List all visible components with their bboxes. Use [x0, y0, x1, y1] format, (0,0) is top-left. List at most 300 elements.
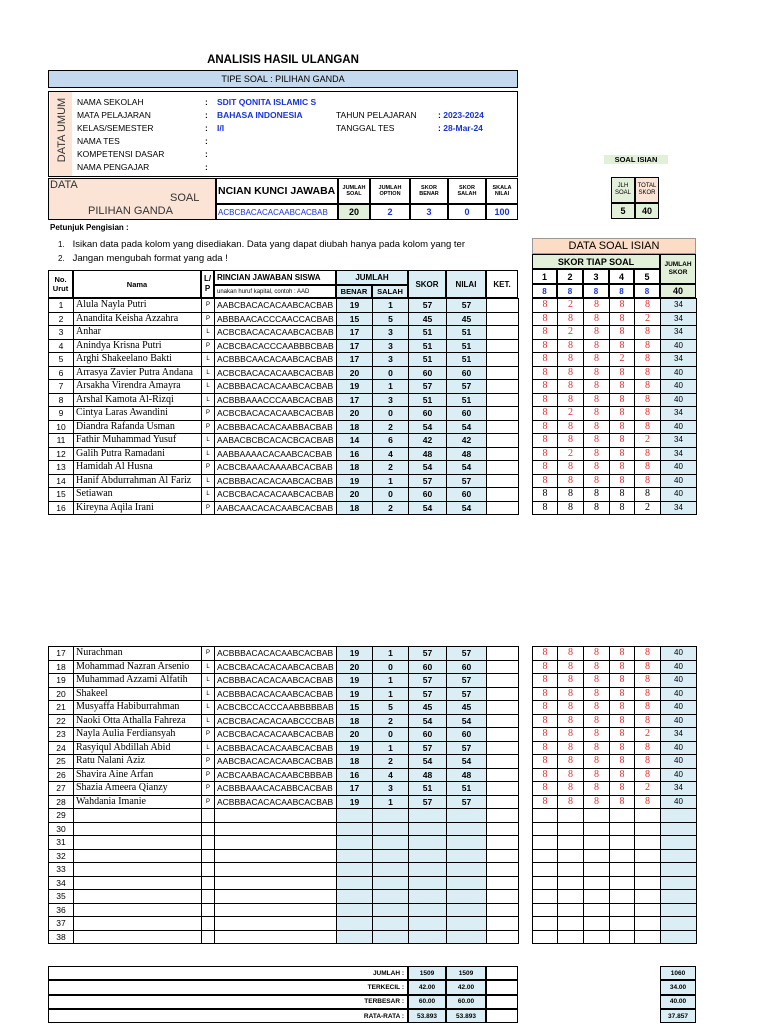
student-answers[interactable]: ACBBBCAACACAABCACBAB: [215, 353, 337, 367]
student-name[interactable]: Ratu Nalani Aziz: [74, 755, 202, 769]
isian-score-3[interactable]: 8: [584, 728, 610, 742]
isian-score-2[interactable]: 8: [558, 461, 584, 475]
isian-score-4[interactable]: 8: [610, 755, 635, 769]
remark[interactable]: [487, 674, 519, 688]
student-gender[interactable]: [202, 849, 215, 863]
isian-score-2[interactable]: 8: [558, 647, 584, 661]
student-gender[interactable]: L: [202, 474, 215, 488]
student-gender[interactable]: L: [202, 714, 215, 728]
isian-score-2[interactable]: 8: [558, 420, 584, 434]
student-gender[interactable]: L: [202, 660, 215, 674]
isian-score-4[interactable]: [610, 809, 635, 823]
student-name[interactable]: Nayla Aulia Ferdiansyah: [74, 728, 202, 742]
isian-score-2[interactable]: 2: [558, 407, 584, 421]
isian-score-2[interactable]: 8: [558, 660, 584, 674]
student-answers[interactable]: [215, 849, 337, 863]
student-gender[interactable]: [202, 863, 215, 877]
student-gender[interactable]: L: [202, 380, 215, 394]
isian-score-4[interactable]: [610, 890, 635, 904]
student-answers[interactable]: [215, 917, 337, 931]
student-name[interactable]: Anhar: [74, 326, 202, 340]
kunci-value-text[interactable]: ACBCBACACACAABCACBAB: [218, 207, 328, 217]
isian-max-5[interactable]: 8: [634, 284, 660, 298]
isian-score-2[interactable]: [558, 822, 584, 836]
isian-score-4[interactable]: 8: [610, 420, 635, 434]
isian-score-1[interactable]: 8: [533, 353, 558, 367]
remark[interactable]: [487, 326, 519, 340]
isian-score-5[interactable]: 2: [635, 434, 661, 448]
isian-score-2[interactable]: [558, 809, 584, 823]
student-answers[interactable]: ACBCBACACACAABCACBAB: [215, 407, 337, 421]
remark[interactable]: [487, 474, 519, 488]
remark[interactable]: [487, 407, 519, 421]
isian-score-3[interactable]: [584, 849, 610, 863]
student-answers[interactable]: [215, 809, 337, 823]
isian-score-4[interactable]: 8: [610, 312, 635, 326]
isian-score-3[interactable]: 8: [584, 312, 610, 326]
isian-score-3[interactable]: [584, 863, 610, 877]
student-answers[interactable]: ACBCBACACACAABCACBAB: [215, 728, 337, 742]
remark[interactable]: [487, 755, 519, 769]
isian-score-3[interactable]: [584, 903, 610, 917]
student-answers[interactable]: ACBBBACACACAABCACBAB: [215, 741, 337, 755]
isian-score-1[interactable]: 8: [533, 461, 558, 475]
isian-score-2[interactable]: 8: [558, 714, 584, 728]
isian-score-2[interactable]: [558, 863, 584, 877]
isian-score-1[interactable]: 8: [533, 393, 558, 407]
value-tanggal-tes[interactable]: 28-Mar-24: [443, 123, 483, 133]
student-answers[interactable]: AABCAACACACAABCACBAB: [215, 501, 337, 515]
student-gender[interactable]: [202, 917, 215, 931]
student-name[interactable]: Setiawan: [74, 488, 202, 502]
student-answers[interactable]: ACBBBACACACAABCACBAB: [215, 687, 337, 701]
isian-score-5[interactable]: 8: [635, 741, 661, 755]
student-answers[interactable]: [215, 876, 337, 890]
isian-score-4[interactable]: [610, 917, 635, 931]
isian-score-1[interactable]: [533, 930, 558, 944]
student-gender[interactable]: [202, 903, 215, 917]
student-gender[interactable]: P: [202, 420, 215, 434]
remark[interactable]: [487, 930, 519, 944]
student-name[interactable]: Musyaffa Habiburrahman: [74, 701, 202, 715]
remark[interactable]: [487, 447, 519, 461]
student-answers[interactable]: [215, 836, 337, 850]
remark[interactable]: [487, 393, 519, 407]
isian-score-1[interactable]: 8: [533, 420, 558, 434]
isian-score-5[interactable]: 8: [635, 768, 661, 782]
isian-score-2[interactable]: [558, 930, 584, 944]
isian-score-5[interactable]: [635, 863, 661, 877]
remark[interactable]: [487, 353, 519, 367]
remark[interactable]: [487, 741, 519, 755]
isian-score-5[interactable]: 8: [635, 420, 661, 434]
isian-score-3[interactable]: 8: [584, 701, 610, 715]
student-name[interactable]: [74, 863, 202, 877]
isian-score-4[interactable]: 8: [610, 687, 635, 701]
isian-score-2[interactable]: 2: [558, 326, 584, 340]
student-gender[interactable]: L: [202, 366, 215, 380]
isian-score-4[interactable]: [610, 836, 635, 850]
student-answers[interactable]: [215, 903, 337, 917]
isian-score-3[interactable]: 8: [584, 474, 610, 488]
isian-score-3[interactable]: 8: [584, 768, 610, 782]
isian-score-5[interactable]: 8: [635, 795, 661, 809]
remark[interactable]: [487, 312, 519, 326]
isian-score-5[interactable]: 8: [635, 701, 661, 715]
isian-score-3[interactable]: 8: [584, 782, 610, 796]
student-gender[interactable]: [202, 890, 215, 904]
isian-score-1[interactable]: [533, 876, 558, 890]
isian-score-4[interactable]: 8: [610, 647, 635, 661]
isian-score-2[interactable]: [558, 903, 584, 917]
student-name[interactable]: [74, 809, 202, 823]
isian-score-5[interactable]: [635, 917, 661, 931]
val-skor-salah[interactable]: 0: [448, 204, 486, 220]
isian-score-4[interactable]: 8: [610, 407, 635, 421]
isian-score-4[interactable]: 8: [610, 474, 635, 488]
student-gender[interactable]: [202, 876, 215, 890]
student-name[interactable]: Hamidah Al Husna: [74, 461, 202, 475]
student-gender[interactable]: P: [202, 755, 215, 769]
student-name[interactable]: Hanif Abdurrahman Al Fariz: [74, 474, 202, 488]
isian-score-4[interactable]: 8: [610, 393, 635, 407]
isian-score-4[interactable]: [610, 849, 635, 863]
isian-score-4[interactable]: [610, 903, 635, 917]
student-name[interactable]: Shazia Ameera Qianzy: [74, 782, 202, 796]
isian-score-3[interactable]: 8: [584, 647, 610, 661]
isian-score-3[interactable]: 8: [584, 714, 610, 728]
val-skala-nilai[interactable]: 100: [486, 204, 518, 220]
remark[interactable]: [487, 728, 519, 742]
isian-score-1[interactable]: 8: [533, 366, 558, 380]
student-answers[interactable]: AABCBACACACAABCACBAB: [215, 299, 337, 313]
remark[interactable]: [487, 339, 519, 353]
isian-score-2[interactable]: 8: [558, 768, 584, 782]
student-gender[interactable]: P: [202, 795, 215, 809]
student-gender[interactable]: P: [202, 339, 215, 353]
isian-score-5[interactable]: 8: [635, 474, 661, 488]
isian-score-4[interactable]: 8: [610, 728, 635, 742]
isian-score-5[interactable]: 8: [635, 488, 661, 502]
jlh-soal-value[interactable]: 5: [611, 203, 635, 219]
isian-score-4[interactable]: 8: [610, 339, 635, 353]
isian-score-2[interactable]: 8: [558, 674, 584, 688]
isian-max-3[interactable]: 8: [583, 284, 609, 298]
isian-score-1[interactable]: [533, 836, 558, 850]
isian-score-1[interactable]: 8: [533, 755, 558, 769]
isian-score-3[interactable]: [584, 890, 610, 904]
student-name[interactable]: Shavira Aine Arfan: [74, 768, 202, 782]
isian-score-5[interactable]: [635, 876, 661, 890]
isian-score-5[interactable]: 2: [635, 312, 661, 326]
isian-score-3[interactable]: 8: [584, 660, 610, 674]
val-jumlah-option[interactable]: 2: [370, 204, 410, 220]
isian-score-1[interactable]: [533, 903, 558, 917]
student-answers[interactable]: [215, 930, 337, 944]
isian-score-3[interactable]: 8: [584, 434, 610, 448]
isian-score-1[interactable]: 8: [533, 380, 558, 394]
isian-score-1[interactable]: 8: [533, 795, 558, 809]
student-name[interactable]: [74, 903, 202, 917]
isian-score-1[interactable]: 8: [533, 701, 558, 715]
isian-score-5[interactable]: 2: [635, 782, 661, 796]
isian-score-5[interactable]: 8: [635, 353, 661, 367]
student-name[interactable]: [74, 836, 202, 850]
isian-score-4[interactable]: 8: [610, 447, 635, 461]
isian-score-3[interactable]: 8: [584, 339, 610, 353]
isian-score-2[interactable]: 8: [558, 339, 584, 353]
student-name[interactable]: Wahdania Imanie: [74, 795, 202, 809]
isian-score-3[interactable]: 8: [584, 380, 610, 394]
isian-score-1[interactable]: [533, 849, 558, 863]
isian-score-1[interactable]: 8: [533, 447, 558, 461]
isian-score-5[interactable]: 8: [635, 647, 661, 661]
isian-score-2[interactable]: 2: [558, 447, 584, 461]
isian-score-3[interactable]: 8: [584, 326, 610, 340]
student-answers[interactable]: ACBCBACACACAABCACBAB: [215, 366, 337, 380]
student-gender[interactable]: P: [202, 312, 215, 326]
student-name[interactable]: [74, 849, 202, 863]
isian-score-2[interactable]: 8: [558, 755, 584, 769]
isian-score-2[interactable]: [558, 917, 584, 931]
student-name[interactable]: Arshal Kamota Al-Rizqi: [74, 393, 202, 407]
student-name[interactable]: Anindya Krisna Putri: [74, 339, 202, 353]
student-gender[interactable]: L: [202, 687, 215, 701]
isian-score-1[interactable]: [533, 890, 558, 904]
isian-score-2[interactable]: 8: [558, 312, 584, 326]
student-answers[interactable]: ACBCBACACACAABCACBAB: [215, 488, 337, 502]
student-answers[interactable]: ACBCBAAACAAAABCACBAB: [215, 461, 337, 475]
isian-score-4[interactable]: [610, 876, 635, 890]
student-answers[interactable]: ACBCBACACCCAABBBCBAB: [215, 339, 337, 353]
student-name[interactable]: [74, 917, 202, 931]
student-name[interactable]: Naoki Otta Athalla Fahreza: [74, 714, 202, 728]
student-answers[interactable]: ACBBBACACACAABCACBAB: [215, 647, 337, 661]
student-gender[interactable]: L: [202, 741, 215, 755]
isian-score-5[interactable]: 8: [635, 366, 661, 380]
total-skor-value[interactable]: 40: [635, 203, 659, 219]
remark[interactable]: [487, 876, 519, 890]
student-gender[interactable]: L: [202, 393, 215, 407]
isian-score-5[interactable]: [635, 836, 661, 850]
kunci-value[interactable]: [216, 204, 338, 220]
isian-score-4[interactable]: [610, 822, 635, 836]
isian-score-5[interactable]: 8: [635, 674, 661, 688]
student-name[interactable]: Alula Nayla Putri: [74, 299, 202, 313]
isian-score-3[interactable]: 8: [584, 741, 610, 755]
isian-score-3[interactable]: 8: [584, 488, 610, 502]
student-gender[interactable]: P: [202, 501, 215, 515]
remark[interactable]: [487, 461, 519, 475]
isian-score-5[interactable]: [635, 890, 661, 904]
isian-score-4[interactable]: 8: [610, 795, 635, 809]
student-answers[interactable]: ACBBBACACACAABCACBAB: [215, 380, 337, 394]
remark[interactable]: [487, 849, 519, 863]
isian-score-2[interactable]: 8: [558, 728, 584, 742]
remark[interactable]: [487, 380, 519, 394]
isian-score-3[interactable]: 8: [584, 755, 610, 769]
student-name[interactable]: Galih Putra Ramadani: [74, 447, 202, 461]
isian-score-4[interactable]: 8: [610, 434, 635, 448]
isian-score-2[interactable]: 8: [558, 741, 584, 755]
student-answers[interactable]: ACBCBACACACAABCACBAB: [215, 326, 337, 340]
student-gender[interactable]: L: [202, 434, 215, 448]
isian-score-1[interactable]: 8: [533, 782, 558, 796]
isian-score-3[interactable]: [584, 876, 610, 890]
student-name[interactable]: Arsakha Virendra Amayra: [74, 380, 202, 394]
isian-max-4[interactable]: 8: [609, 284, 634, 298]
isian-score-4[interactable]: 8: [610, 366, 635, 380]
isian-score-5[interactable]: [635, 903, 661, 917]
isian-score-2[interactable]: 8: [558, 501, 584, 515]
student-gender[interactable]: P: [202, 768, 215, 782]
student-name[interactable]: [74, 822, 202, 836]
remark[interactable]: [487, 647, 519, 661]
isian-score-4[interactable]: 8: [610, 380, 635, 394]
student-answers[interactable]: AABCBACACACAABCACBAB: [215, 755, 337, 769]
isian-score-2[interactable]: [558, 890, 584, 904]
val-skor-benar[interactable]: 3: [410, 204, 448, 220]
student-name[interactable]: Kireyna Aqila Irani: [74, 501, 202, 515]
isian-score-3[interactable]: [584, 809, 610, 823]
student-gender[interactable]: P: [202, 299, 215, 313]
isian-score-2[interactable]: 8: [558, 474, 584, 488]
isian-score-4[interactable]: 8: [610, 660, 635, 674]
student-answers[interactable]: ACBBBACACACAABCACBAB: [215, 795, 337, 809]
student-name[interactable]: Muhammad Azzami Alfatih: [74, 674, 202, 688]
isian-score-5[interactable]: 2: [635, 501, 661, 515]
isian-score-1[interactable]: 8: [533, 326, 558, 340]
isian-score-1[interactable]: 8: [533, 434, 558, 448]
isian-score-1[interactable]: 8: [533, 714, 558, 728]
isian-score-2[interactable]: 8: [558, 488, 584, 502]
isian-score-4[interactable]: 8: [610, 501, 635, 515]
student-answers[interactable]: ACBCBCCACCCAABBBBBAB: [215, 701, 337, 715]
isian-score-4[interactable]: 8: [610, 782, 635, 796]
value-tahun-pelajaran[interactable]: 2023-2024: [443, 110, 484, 120]
remark[interactable]: [487, 863, 519, 877]
isian-score-3[interactable]: 8: [584, 501, 610, 515]
remark[interactable]: [487, 434, 519, 448]
student-answers[interactable]: ACBCBACACACAABCACBAB: [215, 660, 337, 674]
isian-score-2[interactable]: 8: [558, 434, 584, 448]
remark[interactable]: [487, 768, 519, 782]
student-name[interactable]: [74, 930, 202, 944]
isian-score-5[interactable]: 8: [635, 755, 661, 769]
student-name[interactable]: Diandra Rafanda Usman: [74, 420, 202, 434]
student-gender[interactable]: P: [202, 782, 215, 796]
value-mata-pelajaran[interactable]: BAHASA INDONESIA: [217, 110, 303, 120]
value-kelas-semester[interactable]: I/I: [217, 123, 225, 133]
remark[interactable]: [487, 890, 519, 904]
isian-score-2[interactable]: 8: [558, 393, 584, 407]
val-jumlah-soal[interactable]: 20: [338, 204, 370, 220]
isian-score-1[interactable]: [533, 822, 558, 836]
isian-score-3[interactable]: [584, 917, 610, 931]
isian-score-4[interactable]: 8: [610, 674, 635, 688]
isian-score-5[interactable]: 8: [635, 380, 661, 394]
isian-score-3[interactable]: 8: [584, 420, 610, 434]
isian-score-1[interactable]: 8: [533, 647, 558, 661]
student-name[interactable]: Arrasya Zavier Putra Andana: [74, 366, 202, 380]
student-answers[interactable]: ACBBBACACACAABCACBAB: [215, 474, 337, 488]
isian-score-5[interactable]: 8: [635, 339, 661, 353]
isian-score-5[interactable]: [635, 849, 661, 863]
student-answers[interactable]: [215, 890, 337, 904]
isian-score-5[interactable]: [635, 809, 661, 823]
student-name[interactable]: Anandita Keisha Azzahra: [74, 312, 202, 326]
isian-score-1[interactable]: 8: [533, 660, 558, 674]
isian-score-4[interactable]: 8: [610, 326, 635, 340]
isian-score-1[interactable]: [533, 917, 558, 931]
student-name[interactable]: Rasyiqul Abdillah Abid: [74, 741, 202, 755]
isian-score-1[interactable]: 8: [533, 488, 558, 502]
isian-score-4[interactable]: 8: [610, 714, 635, 728]
isian-score-1[interactable]: 8: [533, 299, 558, 313]
isian-score-2[interactable]: [558, 836, 584, 850]
isian-score-1[interactable]: 8: [533, 501, 558, 515]
isian-score-2[interactable]: 8: [558, 353, 584, 367]
isian-score-5[interactable]: 8: [635, 461, 661, 475]
student-gender[interactable]: [202, 836, 215, 850]
isian-score-5[interactable]: [635, 930, 661, 944]
isian-score-1[interactable]: 8: [533, 687, 558, 701]
student-gender[interactable]: L: [202, 674, 215, 688]
isian-score-2[interactable]: 8: [558, 687, 584, 701]
isian-max-2[interactable]: 8: [557, 284, 583, 298]
isian-score-1[interactable]: [533, 809, 558, 823]
student-gender[interactable]: P: [202, 407, 215, 421]
isian-score-5[interactable]: 8: [635, 393, 661, 407]
remark[interactable]: [487, 836, 519, 850]
remark[interactable]: [487, 420, 519, 434]
isian-score-3[interactable]: 8: [584, 407, 610, 421]
isian-score-4[interactable]: 8: [610, 299, 635, 313]
remark[interactable]: [487, 903, 519, 917]
isian-score-3[interactable]: 8: [584, 366, 610, 380]
isian-score-1[interactable]: 8: [533, 312, 558, 326]
isian-score-1[interactable]: 8: [533, 407, 558, 421]
isian-score-4[interactable]: 8: [610, 461, 635, 475]
isian-score-4[interactable]: 8: [610, 768, 635, 782]
value-nama-sekolah[interactable]: SDIT QONITA ISLAMIC S: [217, 97, 317, 107]
isian-score-4[interactable]: 2: [610, 353, 635, 367]
remark[interactable]: [487, 660, 519, 674]
student-gender[interactable]: L: [202, 488, 215, 502]
student-gender[interactable]: P: [202, 728, 215, 742]
student-gender[interactable]: L: [202, 353, 215, 367]
isian-score-1[interactable]: 8: [533, 768, 558, 782]
student-answers[interactable]: AABACBCBCACACBCACBAB: [215, 434, 337, 448]
student-name[interactable]: [74, 890, 202, 904]
isian-score-5[interactable]: 8: [635, 687, 661, 701]
student-answers[interactable]: ACBBBAAACCCAABCACBAB: [215, 393, 337, 407]
remark[interactable]: [487, 917, 519, 931]
remark[interactable]: [487, 701, 519, 715]
isian-score-3[interactable]: 8: [584, 393, 610, 407]
isian-score-5[interactable]: [635, 822, 661, 836]
student-answers[interactable]: ACBBBACACACAABCACBAB: [215, 674, 337, 688]
isian-score-4[interactable]: [610, 863, 635, 877]
student-gender[interactable]: P: [202, 461, 215, 475]
student-answers[interactable]: ACBCBACACACAABCCCBAB: [215, 714, 337, 728]
student-gender[interactable]: L: [202, 447, 215, 461]
isian-score-2[interactable]: 8: [558, 795, 584, 809]
isian-score-1[interactable]: [533, 863, 558, 877]
student-gender[interactable]: [202, 822, 215, 836]
student-answers[interactable]: ACBBBACACACAABBACBAB: [215, 420, 337, 434]
student-name[interactable]: Cintya Laras Awandini: [74, 407, 202, 421]
